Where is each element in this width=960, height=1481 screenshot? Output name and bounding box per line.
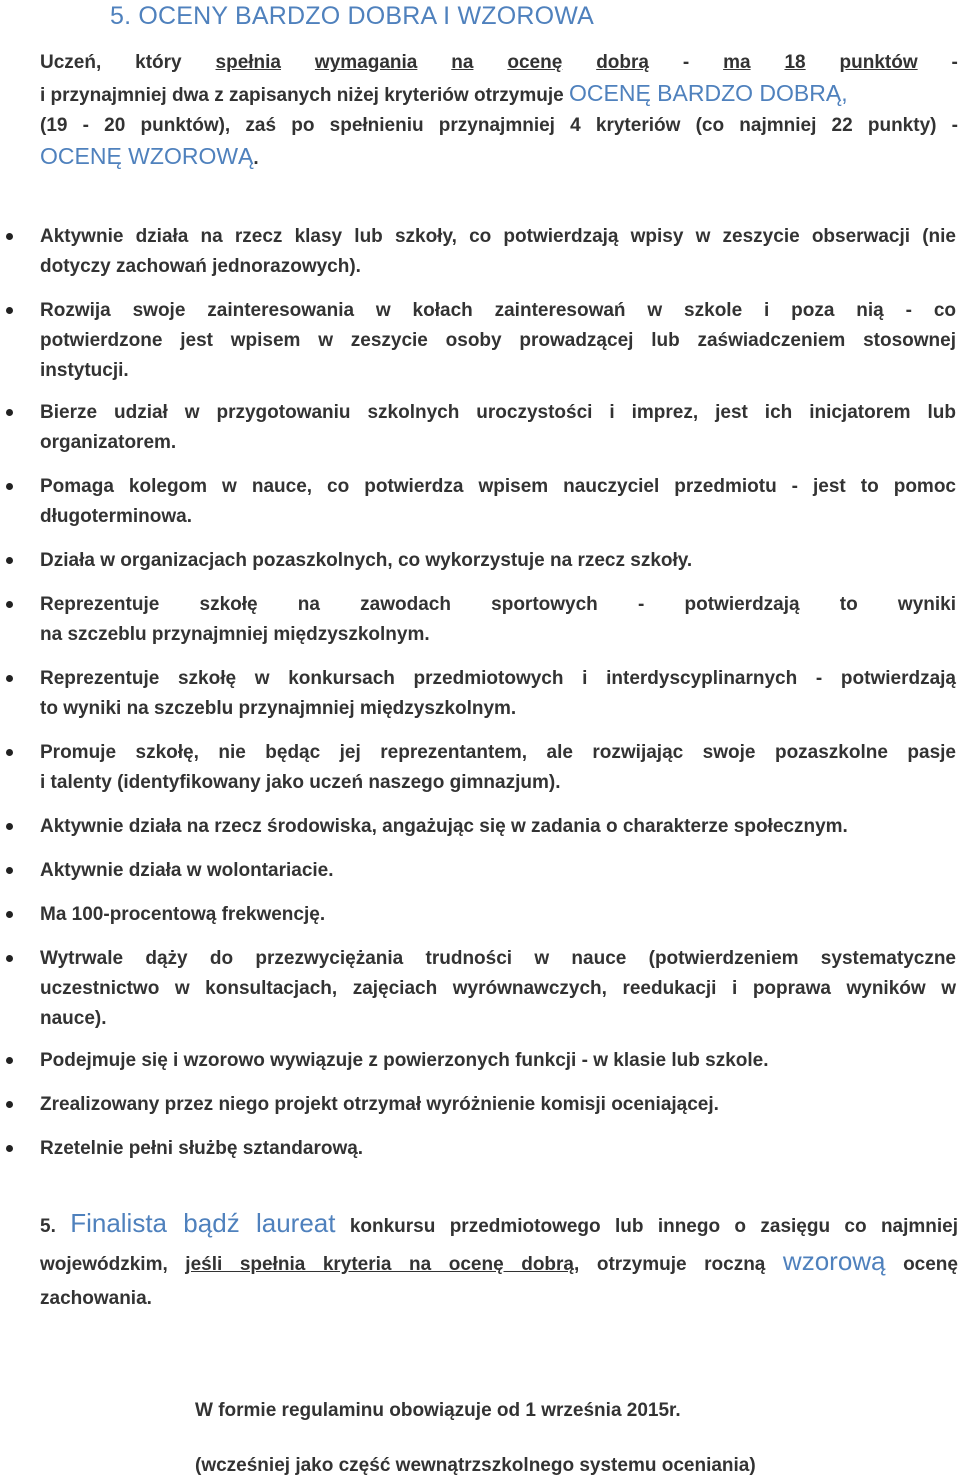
criterion-text xyxy=(40,222,956,282)
criterion-line: Aktywnie działa na rzecz klasy lub szkoły, co potwierdzają wpisy w zeszycie obserwacji (nie xyxy=(40,226,956,247)
intro-line-2-text: i przynajmniej dwa z zapisanych niżej kryteriów otrzymuje xyxy=(40,85,569,106)
grade-exemplary: OCENĘ WZOROWĄ xyxy=(40,143,254,169)
intro-paragraph xyxy=(40,48,958,174)
criterion-text xyxy=(40,664,956,724)
intro-line-1 xyxy=(40,48,958,78)
criterion-text xyxy=(40,398,956,458)
bullet-icon xyxy=(6,409,13,416)
bullet-icon xyxy=(6,307,13,314)
criterion-line: Zrealizowany przez niego projekt otrzymał wyróżnienie komisji oceniającej. xyxy=(40,1094,719,1115)
criterion-line: nauce). xyxy=(40,1008,107,1029)
criterion-line: Wytrwale dąży do przezwyciężania trudności w nauce (potwierdzeniem systematyczne xyxy=(40,948,956,969)
criterion-line: Rozwija swoje zainteresowania w kołach zainteresowań w szkole i poza nią - co xyxy=(40,300,956,321)
intro-word: dobrą xyxy=(596,52,649,73)
bullet-icon xyxy=(6,1145,13,1152)
intro-word: wymagania xyxy=(314,52,418,73)
criterion-line: Reprezentuje szkołę na zawodach sportowych - potwierdzają to wyniki xyxy=(40,594,956,615)
criterion-text xyxy=(40,944,956,1034)
footer-note-secondary: (wcześniej jako część wewnątrzszkolnego systemu oceniania) xyxy=(195,1455,756,1476)
bullet-icon xyxy=(6,867,13,874)
intro-line-3: (19 - 20 punktów), zaś po spełnieniu przynajmniej 4 kryteriów (co najmniej 22 punkty) - xyxy=(40,115,958,136)
section-heading: 5. OCENY BARDZO DOBRA I WZOROWA xyxy=(110,2,595,30)
criterion-line: Pomaga kolegom w nauce, co potwierdza wpisem nauczyciel przedmiotu - jest to pomoc xyxy=(40,476,956,497)
finalist-line-2-a: wojewódzkim, xyxy=(40,1254,186,1275)
finalist-line-2-b: , otrzymuje roczną xyxy=(574,1254,783,1275)
criterion-text xyxy=(40,1046,956,1076)
intro-line-4 xyxy=(40,141,958,174)
intro-word: spełnia xyxy=(215,52,282,73)
bullet-icon xyxy=(6,823,13,830)
criterion-line: Bierze udział w przygotowaniu szkolnych uroczystości i imprez, jest ich inicjatorem lub xyxy=(40,402,956,423)
criterion-text xyxy=(40,856,956,886)
finalist-condition: jeśli spełnia kryteria na ocenę dobrą xyxy=(185,1254,575,1275)
bullet-icon xyxy=(6,233,13,240)
finalist-number: 5. xyxy=(40,1216,71,1237)
criterion-line: na szczeblu przynajmniej międzyszkolnym. xyxy=(40,624,430,645)
intro-word: Uczeń, xyxy=(40,52,102,73)
criterion-line: uczestnictwo w konsultacjach, zajęciach wyrównawczych, reedukacji i poprawa wyników w xyxy=(40,978,956,999)
criterion-text xyxy=(40,296,956,386)
criterion-line: instytucji. xyxy=(40,360,129,381)
criterion-text xyxy=(40,472,956,532)
criterion-line: Działa w organizacjach pozaszkolnych, co wykorzystuje na rzecz szkoły. xyxy=(40,550,693,571)
criterion-line: potwierdzone jest wpisem w zeszycie osoby prowadzącej lub zaświadczeniem stosownej xyxy=(40,330,956,351)
criterion-text xyxy=(40,812,956,842)
finalist-grade: wzorową xyxy=(782,1246,886,1276)
intro-word: ma xyxy=(723,52,751,73)
footer-note: W formie regulaminu obowiązuje od 1 września 2015r. xyxy=(195,1400,681,1421)
bullet-icon xyxy=(6,1101,13,1108)
intro-word: - xyxy=(682,52,690,73)
criterion-line: i talenty (identyfikowany jako uczeń naszego gimnazjum). xyxy=(40,772,561,793)
criterion-line: Podejmuje się i wzorowo wywiązuje z powierzonych funkcji - w klasie lub szkole. xyxy=(40,1050,769,1071)
criterion-text xyxy=(40,900,956,930)
criterion-line: organizatorem. xyxy=(40,432,177,453)
criterion-text xyxy=(40,1134,956,1164)
criterion-line: Rzetelnie pełni służbę sztandarową. xyxy=(40,1138,364,1159)
bullet-icon xyxy=(6,601,13,608)
bullet-icon xyxy=(6,749,13,756)
finalist-line-2-c: ocenę xyxy=(885,1254,958,1275)
intro-word: który xyxy=(135,52,182,73)
finalist-line-2 xyxy=(40,1244,958,1282)
intro-word: ocenę xyxy=(507,52,563,73)
bullet-icon xyxy=(6,911,13,918)
finalist-title: Finalista bądź laureat xyxy=(70,1208,336,1238)
intro-line-4-end: . xyxy=(253,148,259,169)
criterion-line: Aktywnie działa na rzecz środowiska, angażując się w zadania o charakterze społecznym. xyxy=(40,816,848,837)
bullet-icon xyxy=(6,483,13,490)
bullet-icon xyxy=(6,557,13,564)
intro-word: na xyxy=(451,52,474,73)
criterion-line: Ma 100-procentową frekwencję. xyxy=(40,904,326,925)
criterion-text xyxy=(40,738,956,798)
intro-line-2 xyxy=(40,78,958,111)
criterion-text xyxy=(40,1090,956,1120)
criterion-line: długoterminowa. xyxy=(40,506,192,527)
criterion-line: to wyniki na szczeblu przynajmniej międzyszkolnym. xyxy=(40,698,517,719)
criterion-line: Reprezentuje szkołę w konkursach przedmiotowych i interdyscyplinarnych - potwierdzają xyxy=(40,668,956,689)
criterion-line: Promuje szkołę, nie będąc jej reprezentantem, ale rozwijając swoje pozaszkolne pasje xyxy=(40,742,956,763)
criterion-text xyxy=(40,546,956,576)
finalist-paragraph xyxy=(40,1206,958,1316)
bullet-icon xyxy=(6,1057,13,1064)
finalist-line-3: zachowania. xyxy=(40,1288,152,1309)
finalist-line-1 xyxy=(40,1206,958,1244)
criterion-line: dotyczy zachowań jednorazowych). xyxy=(40,256,361,277)
grade-very-good: OCENĘ BARDZO DOBRĄ, xyxy=(569,80,848,106)
criterion-text xyxy=(40,590,956,650)
criterion-line: Aktywnie działa w wolontariacie. xyxy=(40,860,334,881)
bullet-icon xyxy=(6,955,13,962)
finalist-line-1-text: konkursu przedmiotowego lub innego o zasięgu co najmniej xyxy=(335,1216,959,1237)
intro-word: - xyxy=(951,52,958,73)
intro-word: punktów xyxy=(839,52,918,73)
intro-word: 18 xyxy=(784,52,806,73)
bullet-icon xyxy=(6,675,13,682)
